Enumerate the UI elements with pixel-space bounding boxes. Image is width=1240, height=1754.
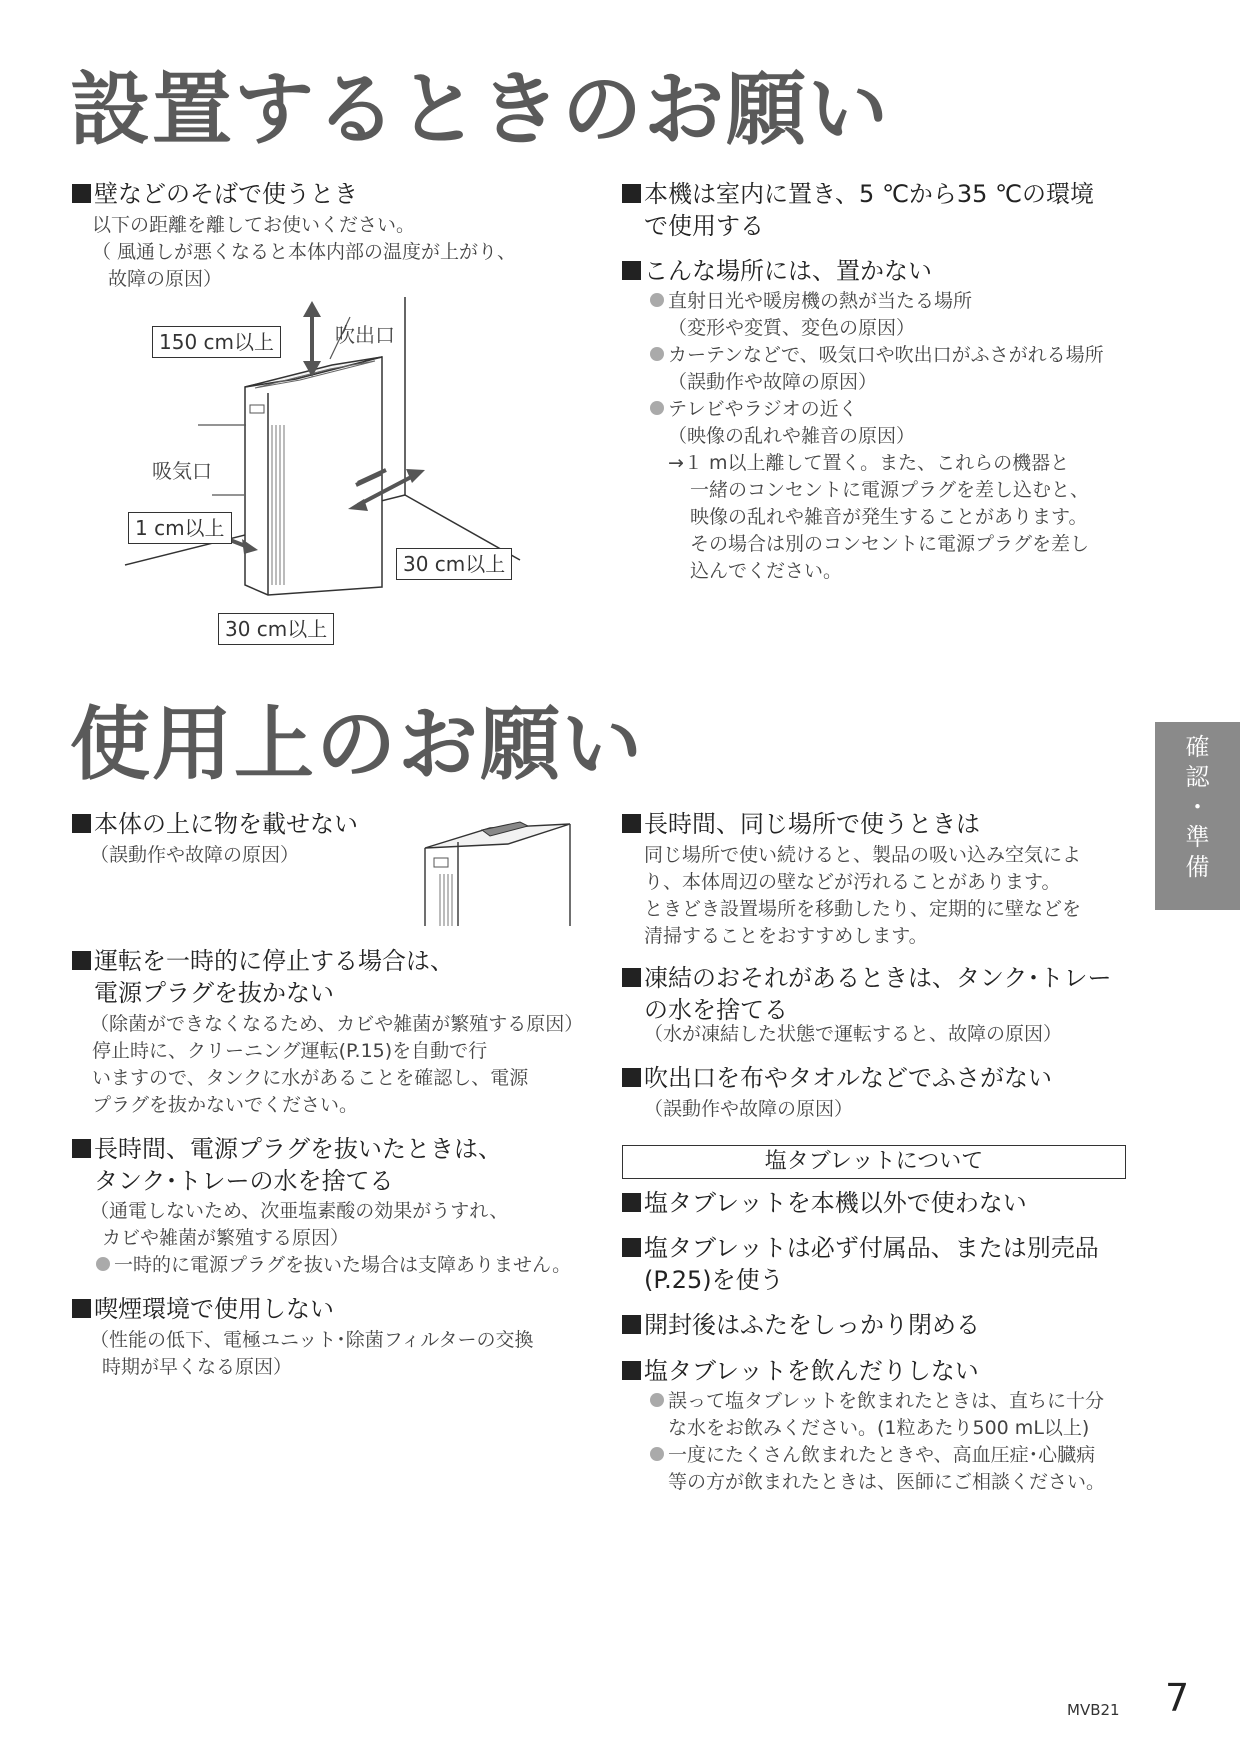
smoke-note-1: （性能の低下、電極ユニット･除菌フィルターの交換: [90, 1329, 534, 1351]
heading-smoke: 喫煙環境で使用しない: [72, 1293, 334, 1325]
heading-unplug: 長時間、電源プラグを抜いたときは、: [72, 1133, 502, 1165]
wall-line-2: （ 風通しが悪くなると本体内部の温度が上がり、: [92, 241, 517, 263]
square-bullet-icon: [622, 1068, 641, 1087]
places-bullet-3: テレビやラジオの近く: [650, 396, 858, 423]
unplug-note-2: カビや雑菌が繁殖する原因）: [102, 1227, 350, 1249]
places-note-2: （誤動作や故障の原因）: [668, 371, 878, 393]
bullet-dot-icon: [650, 401, 664, 415]
tab-char-3: ・: [1185, 793, 1210, 821]
freeze-note: （水が凍結した状態で運転すると、故障の原因）: [644, 1023, 1063, 1045]
wall-line-1: 以下の距離を離してお使いください。: [92, 214, 416, 236]
tab-char-1: 確: [1185, 733, 1210, 761]
bullet-dot-icon: [650, 293, 664, 307]
heading-salt-2b: (P.25)を使う: [644, 1266, 784, 1294]
label-intake: 吸気口: [152, 459, 212, 483]
heading-salt-2: 塩タブレットは必ず付属品、または別売品: [622, 1232, 1099, 1264]
places-sub-1: →１ m以上離して置く。また、これらの機器と: [668, 452, 1070, 474]
bullet-dot-icon: [650, 1447, 664, 1461]
heading-indoor: 本機は室内に置き、5 ℃から35 ℃の環境: [622, 178, 1094, 210]
bullet-dot-icon: [650, 1393, 664, 1407]
label-side-distance: 1 cm以上: [128, 512, 232, 544]
places-sub-4: その場合は別のコンセントに電源プラグを差し: [690, 533, 1090, 555]
square-bullet-icon: [622, 1193, 641, 1212]
places-bullet-2: カーテンなどで、吸気口や吹出口がふさがれる場所: [650, 342, 1104, 369]
tab-char-5: 備: [1185, 853, 1210, 881]
unplug-note-1: （通電しないため、次亜塩素酸の効果がうすれ、: [90, 1200, 509, 1222]
outlet-note: （誤動作や故障の原因）: [644, 1098, 854, 1120]
unit-body: [245, 357, 382, 595]
page-title-installation: 設置するときのお願い: [70, 63, 890, 156]
square-bullet-icon: [72, 1139, 91, 1158]
tab-char-2: 認: [1185, 763, 1210, 791]
unplug-bullet: 一時的に電源プラグを抜いた場合は支障ありません。: [96, 1252, 571, 1279]
square-bullet-icon: [622, 1315, 641, 1334]
label-front-distance: 30 cm以上: [218, 613, 334, 645]
page-title-usage: 使用上のお願い: [70, 698, 644, 791]
same-place-body-3: ときどき設置場所を移動したり、定期的に壁などを: [644, 898, 1082, 920]
tab-char-4: 準: [1185, 823, 1210, 851]
square-bullet-icon: [72, 184, 91, 203]
salt-bullet-1b: な水をお飲みください。(1粒あたり500 mL以上): [668, 1417, 1090, 1439]
wall-line-3: 故障の原因）: [108, 268, 223, 290]
heading-stop: 運転を一時的に停止する場合は、: [72, 945, 454, 977]
square-bullet-icon: [622, 968, 641, 987]
arrow-head-up: [303, 301, 321, 317]
bullet-dot-icon: [650, 347, 664, 361]
stop-body-1: 停止時に、クリーニング運転(P.15)を自動で行: [92, 1040, 488, 1062]
places-sub-3: 映像の乱れや雑音が発生することがあります。: [690, 506, 1088, 528]
heading-wall: 壁などのそばで使うとき: [72, 178, 358, 210]
salt-bullet-1: 誤って塩タブレットを飲まれたときは、直ちに十分: [650, 1388, 1104, 1415]
model-code: MVB21: [1067, 1701, 1120, 1719]
square-bullet-icon: [622, 1238, 641, 1257]
heading-unplug-2: タンク･トレーの水を捨てる: [94, 1167, 394, 1195]
salt-bullet-2: 一度にたくさん飲まれたときや、高血圧症･心臓病: [650, 1442, 1095, 1469]
places-sub-5: 込んでください。: [690, 560, 843, 582]
bullet-dot-icon: [96, 1257, 110, 1271]
top-items-note: （誤動作や故障の原因）: [90, 844, 300, 866]
heading-same-place: 長時間、同じ場所で使うときは: [622, 808, 980, 840]
heading-salt-1: 塩タブレットを本機以外で使わない: [622, 1187, 1027, 1219]
label-top-distance: 150 cm以上: [152, 326, 281, 358]
heading-outlet: 吹出口を布やタオルなどでふさがない: [622, 1062, 1052, 1094]
label-back-distance: 30 cm以上: [396, 548, 512, 580]
salt-bullet-2b: 等の方が飲まれたときは、医師にご相談ください。: [668, 1471, 1106, 1493]
places-note-1: （変形や変質、変色の原因）: [668, 317, 916, 339]
heading-top-items: 本体の上に物を載せない: [72, 808, 358, 840]
same-place-body-4: 清掃することをおすすめします。: [644, 925, 928, 947]
smoke-note-2: 時期が早くなる原因）: [102, 1356, 293, 1378]
stop-body-2: いますので、タンクに水があることを確認し、電源: [92, 1067, 529, 1089]
places-bullet-1: 直射日光や暖房機の熱が当たる場所: [650, 288, 972, 315]
heading-indoor-2: で使用する: [644, 212, 764, 240]
square-bullet-icon: [622, 1361, 641, 1380]
same-place-body-1: 同じ場所で使い続けると、製品の吸い込み空気によ: [644, 844, 1082, 866]
heading-salt-4: 塩タブレットを飲んだりしない: [622, 1355, 979, 1387]
same-place-body-2: り、本体周辺の壁などが汚れることがあります。: [644, 871, 1061, 893]
heading-freeze-2: の水を捨てる: [644, 996, 788, 1024]
places-sub-2: 一緒のコンセントに電源プラグを差し込むと、: [690, 479, 1090, 501]
label-outlet: 吹出口: [335, 323, 395, 347]
section-tab: [1155, 722, 1240, 910]
square-bullet-icon: [622, 814, 641, 833]
heading-freeze: 凍結のおそれがあるときは、タンク･トレー: [622, 962, 1112, 994]
salt-section-box: 塩タブレットについて: [622, 1145, 1126, 1179]
square-bullet-icon: [72, 951, 91, 970]
heading-salt-3: 開封後はふたをしっかり閉める: [622, 1309, 980, 1341]
stop-body-3: プラグを抜かないでください。: [92, 1094, 359, 1116]
page-number: 7: [1165, 1676, 1190, 1720]
unit-with-object-illustration: [420, 808, 580, 926]
square-bullet-icon: [72, 1299, 91, 1318]
heading-stop-2: 電源プラグを抜かない: [94, 979, 334, 1007]
places-note-3: （映像の乱れや雑音の原因）: [668, 425, 916, 447]
square-bullet-icon: [72, 814, 91, 833]
square-bullet-icon: [622, 184, 641, 203]
heading-places: こんな場所には、置かない: [622, 255, 932, 287]
stop-note: （除菌ができなくなるため、カビや雑菌が繁殖する原因）: [90, 1013, 584, 1035]
square-bullet-icon: [622, 261, 641, 280]
